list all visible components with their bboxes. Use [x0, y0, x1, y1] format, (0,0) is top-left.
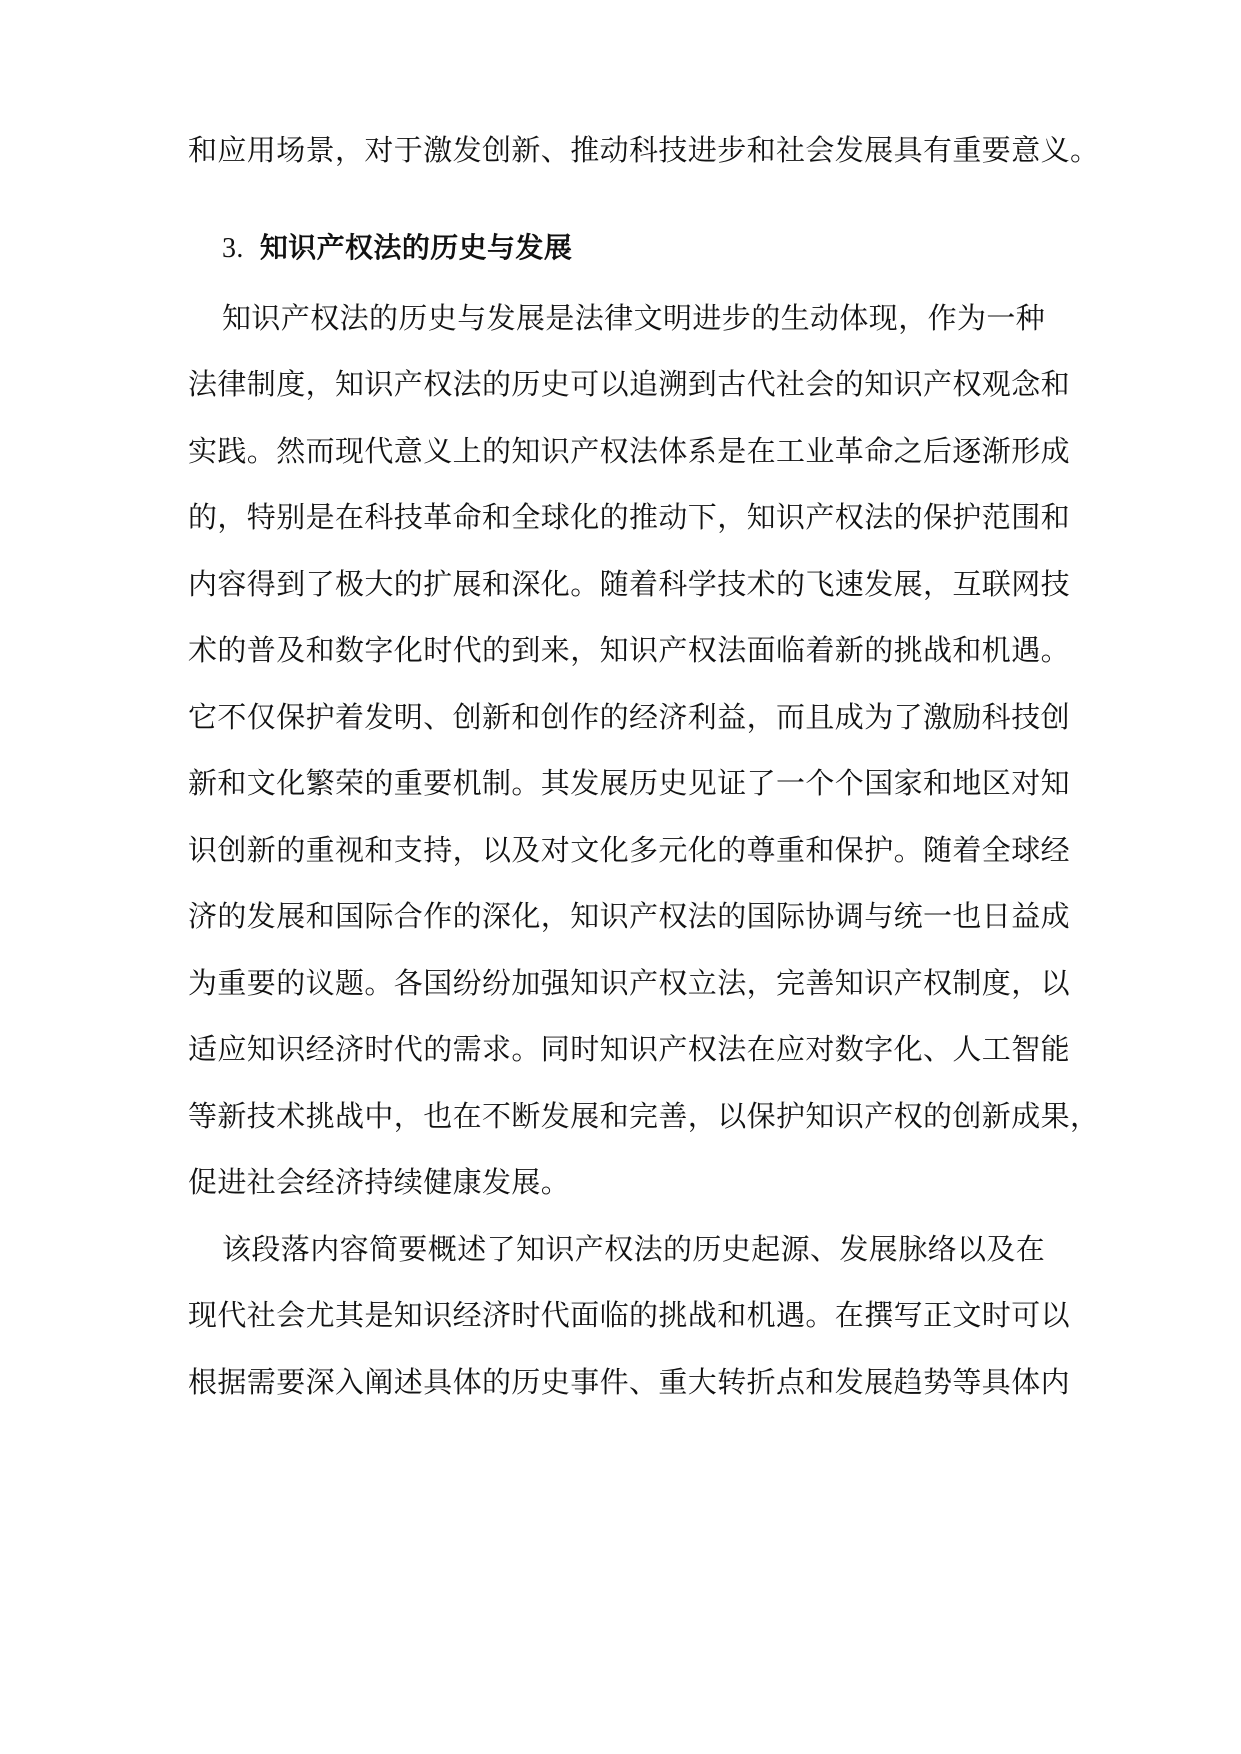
- section-heading: [222, 226, 1088, 270]
- paragraph-line: 等新技术挑战中，也在不断发展和完善，以保护知识产权的创新成果，: [188, 1099, 1100, 1133]
- paragraph-line: 它不仅保护着发明、创新和创作的经济利益，而且成为了激励科技创: [188, 700, 1071, 734]
- continuation-line: 和应用场景，对于激发创新、推动科技进步和社会发展具有重要意义。: [188, 133, 1100, 167]
- paragraph-line: 济的发展和国际合作的深化，知识产权法的国际协调与统一也日益成: [188, 899, 1071, 933]
- paragraph-line: 识创新的重视和支持，以及对文化多元化的尊重和保护。随着全球经: [188, 833, 1071, 867]
- section-title: 知识产权法的历史与发展: [259, 231, 573, 264]
- paragraph-line: 法律制度，知识产权法的历史可以追溯到古代社会的知识产权观念和: [188, 367, 1071, 401]
- paragraph-line: 该段落内容简要概述了知识产权法的历史起源、发展脉络以及在: [222, 1232, 1046, 1266]
- paragraph-line: 内容得到了极大的扩展和深化。随着科学技术的飞速发展，互联网技: [188, 567, 1071, 601]
- paragraph-line: 实践。然而现代意义上的知识产权法体系是在工业革命之后逐渐形成: [188, 434, 1071, 468]
- paragraph-line: 根据需要深入阐述具体的历史事件、重大转折点和发展趋势等具体内: [188, 1365, 1071, 1399]
- section-number: 3.: [222, 233, 244, 264]
- paragraph-line: 的，特别是在科技革命和全球化的推动下，知识产权法的保护范围和: [188, 500, 1071, 534]
- paragraph-line: 为重要的议题。各国纷纷加强知识产权立法，完善知识产权制度，以: [188, 966, 1071, 1000]
- paragraph-line: 新和文化繁荣的重要机制。其发展历史见证了一个个国家和地区对知: [188, 766, 1071, 800]
- paragraph-line: 现代社会尤其是知识经济时代面临的挑战和机遇。在撰写正文时可以: [188, 1298, 1071, 1332]
- paragraph-line: 促进社会经济持续健康发展。: [188, 1165, 571, 1199]
- paragraph-line: 适应知识经济时代的需求。同时知识产权法在应对数字化、人工智能: [188, 1032, 1071, 1066]
- paragraph-line: 术的普及和数字化时代的到来，知识产权法面临着新的挑战和机遇。: [188, 633, 1071, 667]
- paragraph-line: 知识产权法的历史与发展是法律文明进步的生动体现，作为一种: [222, 301, 1046, 335]
